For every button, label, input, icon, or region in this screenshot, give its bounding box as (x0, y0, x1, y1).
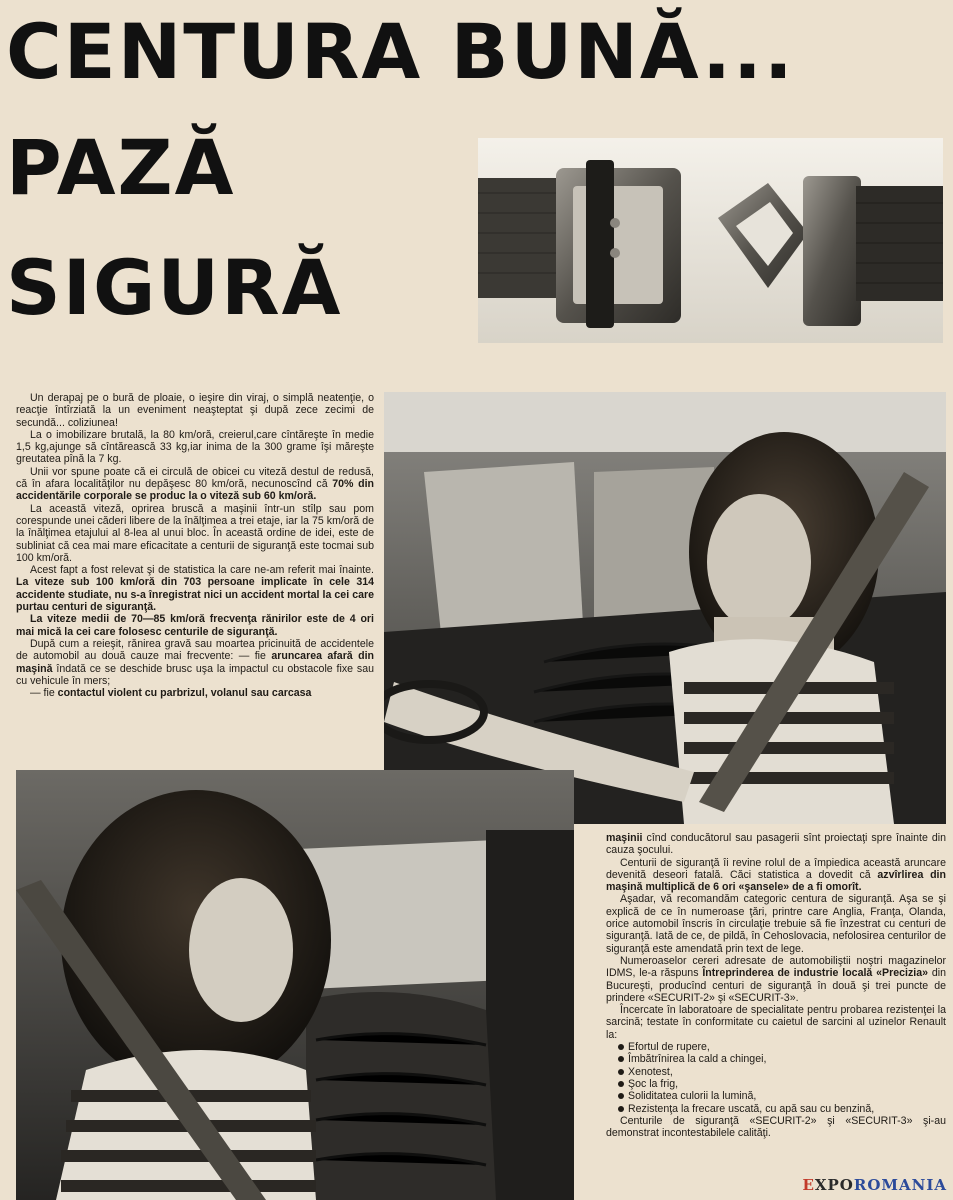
paragraph: La această viteză, oprirea bruscă a maşinii într-un stîlp sau pom corespunde unei căderi libere de la înălţimea a trei etaje, iar la 75 km/oră de la înălţimea etajului al 8-lea al unui bloc. În această ordine de idei, este de subliniat că cea mai mare eficacitate a centurii de siguranţă este tocmai sub 100 km/oră. (16, 502, 374, 564)
list-item: Soliditatea culorii la lumină, (628, 1090, 946, 1102)
paragraph: Numeroaselor cereri adresate de automobiliştii noştri magazinelor IDMS, le-a răspuns Întreprinderea de industrie locală «Precizia» din Bucureşti, producînd centuri de siguranţă în două şi trei puncte de prindere «SECURIT-2» şi «SECURIT-3». (606, 954, 946, 1004)
seated-illustration (16, 770, 574, 1200)
paragraph: Un derapaj pe o bură de ploaie, o ieşire din viraj, o simplă neatenţie, o reacţie întîrziată la un eveniment neaşteptat şi după zece zecimi de secundă... coliziunea! (16, 392, 374, 429)
paragraph (16, 613, 374, 638)
paragraph: După cum a reieşit, rănirea gravă sau moartea pricinuită de accidentele de automobil au două cauze mai frecvente: — fie aruncarea afară din maşină îndată ce se deschide brusc uşa la impactul cu obstacole fixe sau cu vehicule în mers; (16, 637, 374, 687)
test-list (606, 1041, 946, 1115)
bold-statistic: La viteze medii de 70—85 km/oră frecvenţa rănirilor este de 4 ori mai mică la cei care folosesc centurile de siguranţă. (16, 613, 374, 638)
paragraph: maşinii cînd conducătorul sau pasagerii sînt proiectaţi spre înainte din cauza şocului. (606, 832, 946, 857)
bold-statistic: La viteze sub 100 km/oră din 703 persoane implicate în cele 314 accidente studiate, nu s-a înregistrat nici un accident mortal la cei care purtau centuri de siguranţă. (16, 576, 374, 614)
buckle-illustration (478, 138, 943, 343)
paragraph: Încercate în laboratoare de specialitate pentru probarea rezistenţei la sarcină; testate în conformitate cu caietul de sarcini al uzinelor Renault la: (606, 1004, 946, 1041)
headline-line-3: SIGURĂ (6, 243, 343, 332)
paragraph: Centurile de siguranţă «SECURIT-2» şi «SECURIT-3» şi-au demonstrat incontestabilele calităţi. (606, 1114, 946, 1140)
driving-illustration (384, 392, 946, 824)
headline-line-2: PAZĂ (6, 123, 236, 212)
list-item: Îmbătrînirea la cald a chingei, (628, 1053, 946, 1065)
paragraph: Centurii de siguranţă îi revine rolul de a împiedica această aruncare devenită deseori fatală. Căci statistica a dovedit că azvîrlirea din maşină multiplică de 6 ori «şansele» de a fi omorît. (606, 856, 946, 894)
list-item: Efortul de rupere, (628, 1041, 946, 1053)
paragraph: — fie contactul violent cu parbrizul, volanul sau carcasa (30, 687, 312, 700)
woman-seated-photo (16, 770, 574, 1200)
list-item: Şoc la frig, (628, 1078, 946, 1090)
list-item: Rezistenţa la frecare uscată, cu apă sau cu benzină, (628, 1103, 946, 1115)
article-column-right (606, 832, 946, 1192)
bold-statistic: azvîrlirea din maşină multiplică de 6 ori «şansele» de a fi omorît. (606, 868, 946, 894)
paragraph: Aşadar, vă recomandăm categoric centura de siguranţă. Aşa se şi explică de ce în numeroase ţări, printre care Anglia, Franţa, Olanda, orice automobil înscris în circulaţie trebuie să fie înzestrat cu centuri de siguranţă. Iată de ce, de pildă, în Cehoslovacia, nefolosirea centurilor de siguranţă este amendată prin text de lege. (606, 893, 946, 955)
seat-belt-buckle-photo (478, 138, 943, 343)
paragraph: Acest fapt a fost relevat şi de statistica la care ne-am referit mai înainte. La viteze sub 100 km/oră din 703 persoane implicate în cele 314 accidente studiate, nu s-a înregistrat nici un accident mortal la cei care purtau centuri de siguranţă. (16, 564, 374, 614)
woman-driving-photo (384, 392, 946, 824)
list-item: Xenotest, (628, 1066, 946, 1078)
bold-statistic: 70% din accidentările corporale se produc la o viteză sub 60 km/oră. (16, 478, 374, 503)
paragraph: La o imobilizare brutală, la 80 km/oră, creierul,care cîntăreşte în medie 1,5 kg,ajunge să cîntărească 33 kg,iar inima de la 300 grame îşi măreşte greutatea pînă la 7 kg. (16, 428, 374, 466)
expo-romania-watermark: EXPOROMANIA (802, 1176, 947, 1194)
article-column-left (16, 392, 374, 764)
paragraph: Unii vor spune poate că ei circulă de obicei cu viteză destul de redusă, că în afara localităţilor nu depăşesc 80 km/oră, necunoscînd că 70% din accidentările corporale se produc la o viteză sub 60 km/oră. (16, 465, 374, 503)
headline-line-1: CENTURA BUNĂ... (6, 7, 795, 96)
